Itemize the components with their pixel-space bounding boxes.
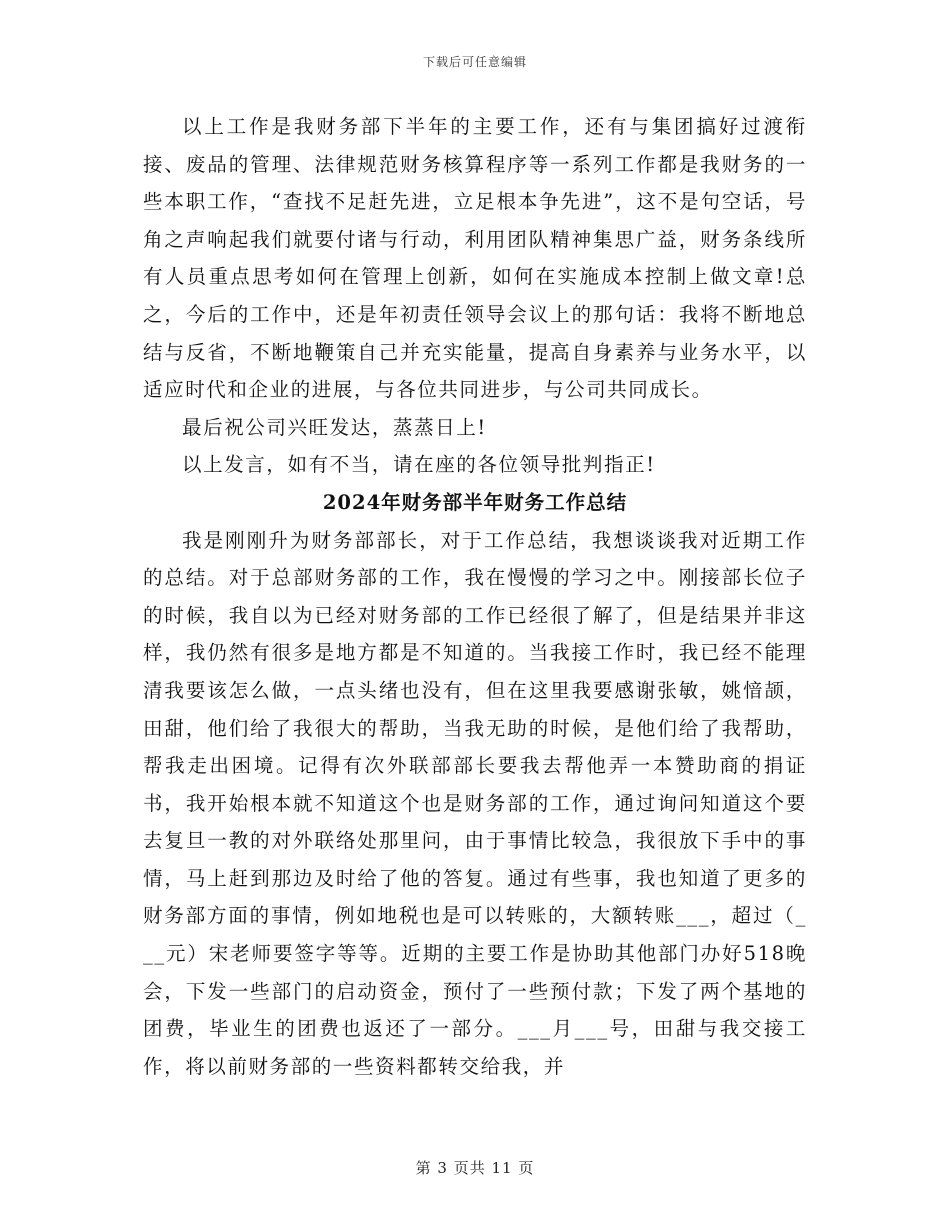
page-header: 下载后可任意编辑 xyxy=(422,55,527,69)
section-body-paragraph: 我是刚刚升为财务部部长，对于工作总结，我想谈谈我对近期工作的总结。对于总部财务部的工作，我在慢慢的学习之中。刚接部长位子的时候，我自以为已经对财务部的工作已经很了解了，但是结果并非这样，我仍然有很多是地方都是不知道的。当我接工作时，我已经不能理清我要该怎么做，一点头绪也没有，但在这里我要感谢张敏，姚愔颉，田甜，他们给了我很大的帮助，当我无助的时候，是他们给了我帮助，帮我走出困境。记得有次外联部部长要我去帮他弄一本赞助商的捐证书，我开始根本就不知道这个也是财务部的工作，通过询问知道这个要去复旦一教的对外联络处那里问，由于事情比较急，我很放下手中的事情，马上赶到那边及时给了他的答复。通过有些事，我也知道了更多的财务部方面的事情，例如地税也是可以转账的，大额转账___，超过（___元）宋老师要签字等等。近期的主要工作是协助其他部门办好518晚会，下发一些部门的启动资金，预付了一些预付款；下发了两个基地的团费，毕业生的团费也返还了一部分。___月___号，田甜与我交接工作，将以前财务部的一些资料都转交给我，并 xyxy=(143,528,807,1078)
wishes-paragraph: 最后祝公司兴旺发达，蒸蒸日上! xyxy=(182,415,487,439)
closing-paragraph: 以上工作是我财务部下半年的主要工作，还有与集团搞好过渡衔接、废品的管理、法律规范财务核算程序等一系列工作都是我财务的一些本职工作，“查找不足赶先进，立足根本争先进”，这不是句空话，号角之声响起我们就要付诸与行动，利用团队精神集思广益，财务条线所有人员重点思考如何在管理上创新，如何在实施成本控制上做文章!总之，今后的工作中，还是年初责任领导会议上的那句话：我将不断地总结与反省，不断地鞭策自己并充实能量，提高自身素养与业务水平，以适应时代和企业的进展，与各位共同进步，与公司共同成长。 xyxy=(143,115,807,402)
section-title: 2024年财务部半年财务工作总结 xyxy=(322,490,628,514)
page-number: 第 3 页共 11 页 xyxy=(415,1159,535,1177)
document-body xyxy=(143,108,807,1085)
closing-remark-paragraph: 以上发言，如有不当，请在座的各位领导批判指正! xyxy=(182,453,656,477)
